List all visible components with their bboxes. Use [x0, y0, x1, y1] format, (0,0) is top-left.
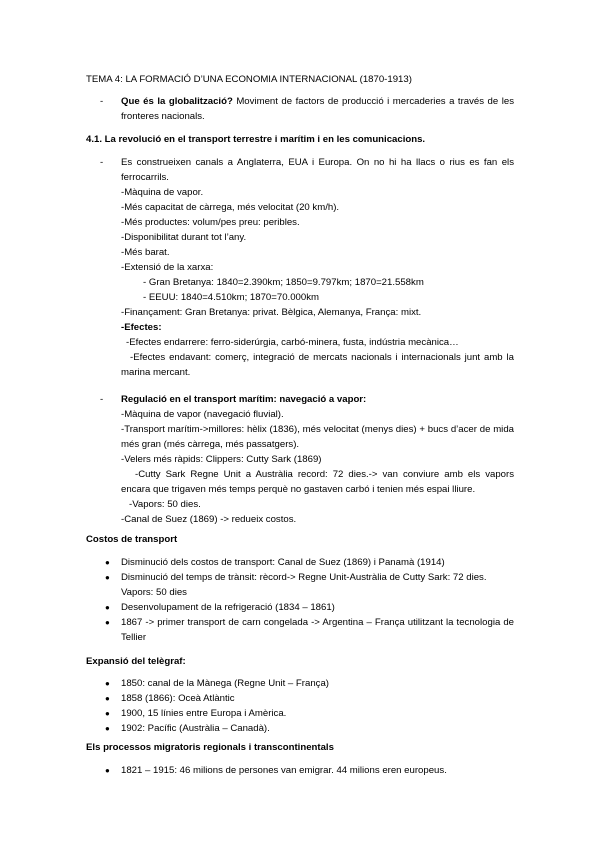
maritime-line: -Transport marítim->millores: hèlix (1836), més velocitat (menys dies) + bucs d’acer de mida més gran (més càrrega, més passatgers).: [121, 424, 514, 450]
globalization-definition: Moviment de factors de producció i mercaderies a través de les fronteres nacionals.: [121, 96, 514, 122]
costs-heading: Costos de transport: [86, 534, 178, 545]
railway-line: -Disponibilitat durant tot l’any.: [121, 232, 247, 243]
effects-forward: -Efectes endavant: comerç, integració de mercats nacionals i internacionals junt amb la marina mercant.: [121, 352, 514, 378]
network-usa: - EEUU: 1840=4.510km; 1870=70.000km: [143, 292, 319, 303]
bullet: ●: [105, 603, 110, 612]
network-list: [143, 275, 513, 305]
bullet: ●: [105, 724, 110, 733]
bullet: ●: [105, 618, 110, 627]
railway-list: [121, 185, 514, 275]
network-gb: - Gran Bretanya: 1840=2.390km; 1850=9.797km; 1870=21.558km: [143, 277, 424, 288]
effects-backward: -Efectes endarrere: ferro-siderúrgia, carbó-minera, fusta, indústria mecànica…: [126, 337, 459, 348]
cutty-sark-record: -Cutty Sark Regne Unit a Austràlia record: 72 dies.-> van conviure amb els vapors encara que trigaven més temps perquè no gastaven carbó i tenien més espai lliure.: [121, 469, 514, 495]
bullet: ●: [105, 558, 110, 567]
railway-line: -Més capacitat de càrrega, més velocitat (20 km/h).: [121, 202, 340, 213]
telegraph-item: 1902: Pacífic (Austràlia – Canadà).: [121, 723, 270, 734]
suez-canal-line: -Canal de Suez (1869) -> redueix costos.: [121, 514, 297, 525]
effects-label: -Efectes:: [121, 322, 162, 333]
intro-paragraph: [121, 94, 514, 124]
bullet: ●: [105, 709, 110, 718]
cost-item: Disminució dels costos de transport: Canal de Suez (1869) i Panamà (1914): [121, 557, 445, 568]
cost-item: Desenvolupament de la refrigeració (1834 – 1861): [121, 602, 335, 613]
migration-item: 1821 – 1915: 46 milions de persones van emigrar. 44 milions eren europeus.: [121, 765, 447, 776]
bullet: ●: [105, 694, 110, 703]
maritime-heading: Regulació en el transport marítim: navegació a vapor:: [121, 394, 367, 405]
railway-line: -Més barat.: [121, 247, 170, 258]
intro-dash: -: [100, 96, 104, 107]
railway-line: -Extensió de la xarxa:: [121, 262, 214, 273]
canals-paragraph: Es construeixen canals a Anglaterra, EUA i Europa. On no hi ha llacs o rius es fan els ferrocarrils.: [121, 157, 514, 183]
cost-item: Disminució del temps de trànsit: rècord-> Regne Unit-Austràlia de Cutty Sark: 72 dies. Vapors: 50 dies: [121, 572, 487, 598]
railway-line: -Màquina de vapor.: [121, 187, 204, 198]
maritime-line: -Màquina de vapor (navegació fluvial).: [121, 409, 284, 420]
telegraph-item: 1850: canal de la Mànega (Regne Unit – França): [121, 678, 329, 689]
maritime-list: [121, 407, 514, 467]
steamers-days: -Vapors: 50 dies.: [129, 499, 201, 510]
telegraph-heading: Expansió del telègraf:: [86, 656, 186, 667]
migration-heading: Els processos migratoris regionals i transcontinentals: [86, 742, 334, 753]
railway-line: -Més productes: volum/pes preu: peribles.: [121, 217, 300, 228]
bullet: ●: [105, 766, 110, 775]
document-title: TEMA 4: LA FORMACIÓ D’UNA ECONOMIA INTERNACIONAL (1870-1913): [86, 74, 412, 85]
bullet: ●: [105, 573, 110, 582]
section-heading-4-1: 4.1. La revolució en el transport terrestre i marítim i en les comunicacions.: [86, 134, 426, 145]
maritime-dash: -: [100, 394, 104, 405]
telegraph-item: 1900, 15 línies entre Europa i Amèrica.: [121, 708, 287, 719]
globalization-question: Que és la globalització?: [121, 96, 233, 107]
telegraph-item: 1858 (1866): Oceà Atlàntic: [121, 693, 235, 704]
maritime-line: -Velers més ràpids: Clippers: Cutty Sark (1869): [121, 454, 322, 465]
cost-item: 1867 -> primer transport de carn congelada -> Argentina – França utilitzant la tecnologia de Tellier: [121, 617, 514, 643]
bullet: ●: [105, 679, 110, 688]
canals-dash: -: [100, 157, 104, 168]
financing-line: -Finançament: Gran Bretanya: privat. Bèlgica, Alemanya, França: mixt.: [121, 307, 422, 318]
